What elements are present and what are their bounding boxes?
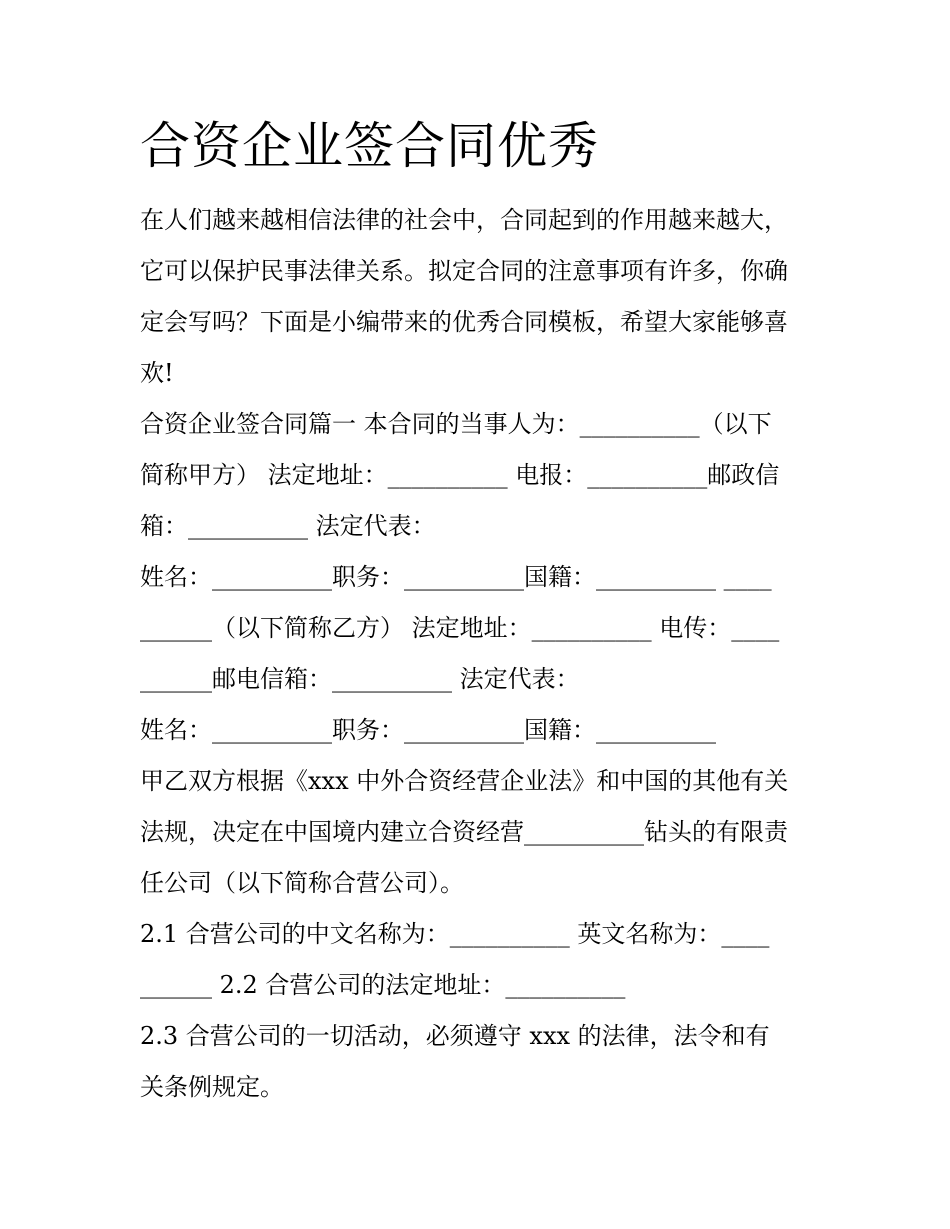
text-line: 在人们越来越相信法律的社会中，合同起到的作用越来越大， <box>140 206 788 234</box>
text-line: ______邮电信箱：__________ 法定代表： <box>140 665 580 693</box>
text-line: 合资企业签合同篇一 本合同的当事人为：__________（以下 <box>140 410 772 438</box>
text-line: 甲乙双方根据《xxx 中外合资经营企业法》和中国的其他有关 <box>140 767 789 795</box>
text-line: 2.1 合营公司的中文名称为：__________ 英文名称为：____ <box>140 920 770 948</box>
document-title: 合资企业签合同优秀 <box>140 117 599 175</box>
text-line: ______（以下简称乙方） 法定地址：__________ 电传：____ <box>140 614 780 642</box>
text-line: 姓名：__________职务：__________国籍：__________ ____ <box>140 563 772 591</box>
text-line: 任公司（以下简称合营公司）。 <box>140 869 464 897</box>
text-line: 欢! <box>140 359 174 387</box>
text-line: 法规，决定在中国境内建立合资经营__________钻头的有限责 <box>140 818 788 846</box>
text-line: 2.3 合营公司的一切活动，必须遵守 xxx 的法律，法令和有 <box>140 1022 770 1050</box>
text-line: 它可以保护民事法律关系。拟定合同的注意事项有许多，你确 <box>140 257 788 285</box>
text-line: ______ 2.2 合营公司的法定地址：__________ <box>140 971 626 999</box>
text-line: 定会写吗？下面是小编带来的优秀合同模板，希望大家能够喜 <box>140 308 788 336</box>
text-line: 关条例规定。 <box>140 1073 284 1101</box>
text-line: 简称甲方） 法定地址：__________ 电报：__________邮政信 <box>140 461 780 489</box>
text-line: 箱：__________ 法定代表： <box>140 512 436 540</box>
text-line: 姓名：__________职务：__________国籍：__________ <box>140 716 716 744</box>
